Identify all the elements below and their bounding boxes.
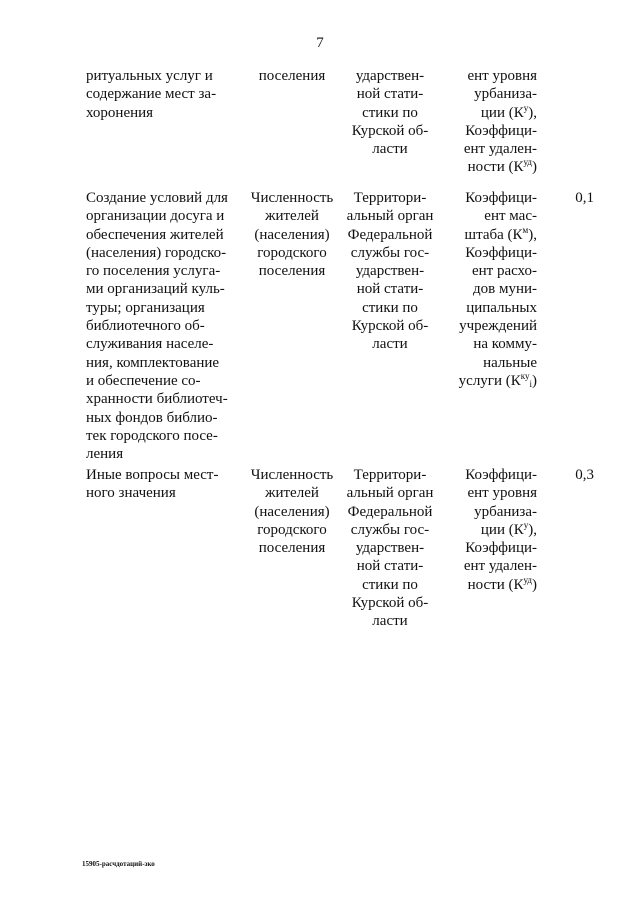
line-text: ), bbox=[528, 521, 537, 538]
cell-line bbox=[440, 372, 537, 390]
line-text: ципальных bbox=[466, 299, 537, 316]
line-text: ), bbox=[528, 226, 537, 243]
cell-line: урбаниза- bbox=[474, 86, 537, 103]
cell-line: Территори- bbox=[353, 190, 427, 206]
cell-line: ударствен- bbox=[355, 540, 425, 557]
cell-line bbox=[440, 539, 537, 557]
cell-line: тек городского посе- bbox=[86, 427, 218, 444]
cell-line: ных фондов библио- bbox=[86, 409, 218, 426]
issue-cell bbox=[86, 67, 236, 122]
cell-line: Территори- bbox=[353, 467, 427, 483]
line-text: ции (К bbox=[480, 104, 524, 121]
cell-line bbox=[440, 299, 537, 317]
issue-cell bbox=[86, 466, 236, 503]
line-text: Коэффици- bbox=[465, 244, 537, 261]
line-text: учреждений bbox=[459, 318, 537, 335]
coefficient-superscript: м bbox=[522, 224, 529, 235]
cell-line: альный орган bbox=[346, 208, 434, 225]
line-text: ) bbox=[532, 576, 537, 593]
cell-line bbox=[440, 557, 537, 575]
cell-line: Курской об- bbox=[351, 318, 429, 335]
cell-line bbox=[440, 317, 537, 335]
cell-line: Численность bbox=[250, 467, 334, 483]
weight-cell: 0,1 bbox=[575, 190, 594, 206]
line-text: дов муни- bbox=[472, 281, 537, 298]
cell-line: ми организаций куль- bbox=[86, 281, 225, 298]
cell-line bbox=[440, 262, 537, 280]
cell-line: стики по bbox=[362, 299, 418, 316]
issue-cell bbox=[86, 189, 236, 463]
line-text: ), bbox=[528, 104, 537, 121]
line-text: ) bbox=[532, 372, 537, 389]
cell-line: ной стати- bbox=[356, 558, 424, 575]
cell-line: ент уровня bbox=[467, 485, 537, 502]
coefficient-cell bbox=[440, 466, 537, 594]
cell-line: (населения) bbox=[254, 226, 330, 243]
line-text: ции (К bbox=[480, 521, 524, 538]
weight-cell: 0,3 bbox=[575, 467, 594, 483]
cell-line: ной стати- bbox=[356, 86, 424, 103]
cell-line bbox=[440, 521, 537, 539]
cell-line: урбаниза- bbox=[474, 503, 537, 520]
cell-line: ент уровня bbox=[467, 68, 537, 84]
line-text: услуги (К bbox=[458, 372, 521, 389]
cell-line: ления bbox=[86, 446, 124, 463]
cell-line bbox=[440, 140, 537, 158]
line-text: нальные bbox=[483, 354, 537, 371]
cell-line: Курской об- bbox=[351, 595, 429, 612]
indicator-cell bbox=[244, 67, 340, 85]
cell-line: Коэффици- bbox=[465, 190, 537, 206]
line-text: ент удален- bbox=[463, 141, 537, 158]
coefficient-superscript: у bbox=[523, 519, 529, 530]
source-cell bbox=[340, 466, 440, 631]
coefficient-subscript: i bbox=[529, 378, 532, 389]
coefficient-cell bbox=[440, 189, 537, 390]
cell-line: служивания населе- bbox=[86, 336, 214, 353]
line-text: Коэффици- bbox=[465, 122, 537, 139]
cell-line bbox=[440, 576, 537, 594]
cell-line: Федеральной bbox=[347, 226, 433, 243]
coefficient-superscript: уд bbox=[523, 157, 532, 168]
cell-line: службы гос- bbox=[350, 244, 430, 261]
cell-line bbox=[440, 244, 537, 262]
cell-line: поселения bbox=[258, 263, 326, 280]
cell-line: ударствен- bbox=[355, 263, 425, 280]
cell-line: хоронения bbox=[86, 104, 154, 121]
cell-line: жителей bbox=[265, 485, 319, 502]
coefficient-superscript: уд bbox=[523, 574, 532, 585]
cell-line: ритуальных услуг и bbox=[86, 68, 213, 84]
line-text: ности (К bbox=[467, 159, 524, 176]
cell-line: ной стати- bbox=[356, 281, 424, 298]
cell-line: Курской об- bbox=[351, 122, 429, 139]
cell-line bbox=[440, 280, 537, 298]
source-cell bbox=[340, 189, 440, 354]
cell-line: стики по bbox=[362, 104, 418, 121]
source-cell bbox=[340, 67, 440, 158]
cell-line: го поселения услуга- bbox=[86, 263, 221, 280]
cell-line: ент мас- bbox=[484, 208, 537, 225]
cell-line: Федеральной bbox=[347, 503, 433, 520]
cell-line: (населения) городско- bbox=[86, 244, 227, 261]
cell-line: Иные вопросы мест- bbox=[86, 467, 219, 483]
coefficient-cell bbox=[440, 67, 537, 177]
line-text: на комму- bbox=[473, 336, 537, 353]
cell-line: поселения bbox=[258, 540, 326, 557]
cell-line: Коэффици- bbox=[465, 467, 537, 483]
cell-line: ласти bbox=[372, 336, 408, 353]
cell-line: альный орган bbox=[346, 485, 434, 502]
indicator-cell bbox=[244, 466, 340, 557]
cell-line bbox=[440, 104, 537, 122]
cell-line: ласти bbox=[372, 141, 408, 158]
cell-line: ласти bbox=[372, 613, 408, 630]
cell-line: туры; организация bbox=[86, 299, 205, 316]
cell-line bbox=[440, 354, 537, 372]
cell-line: библиотечного об- bbox=[86, 318, 205, 335]
line-text: штаба (К bbox=[464, 226, 523, 243]
page-number: 7 bbox=[316, 35, 324, 51]
cell-line: ного значения bbox=[86, 485, 176, 502]
indicator-cell bbox=[244, 189, 340, 280]
cell-line bbox=[440, 158, 537, 176]
cell-line: поселения bbox=[258, 68, 326, 84]
cell-line: ния, комплектование bbox=[86, 354, 220, 371]
line-text: ности (К bbox=[467, 576, 524, 593]
line-text: ент расхо- bbox=[471, 263, 537, 280]
cell-line bbox=[440, 226, 537, 244]
line-text: ) bbox=[532, 159, 537, 176]
line-text: Коэффици- bbox=[465, 540, 537, 557]
cell-line: жителей bbox=[265, 208, 319, 225]
coefficient-superscript: у bbox=[523, 102, 529, 113]
coefficient-superscript: ку bbox=[520, 370, 530, 381]
cell-line bbox=[440, 122, 537, 140]
cell-line: (населения) bbox=[254, 503, 330, 520]
cell-line bbox=[440, 335, 537, 353]
cell-line: стики по bbox=[362, 576, 418, 593]
document-footer: 15905-расчдотаций-зко bbox=[82, 860, 155, 868]
cell-line: Численность bbox=[250, 190, 334, 206]
cell-line: хранности библиотеч- bbox=[86, 391, 228, 408]
line-text: ент удален- bbox=[463, 558, 537, 575]
cell-line: обеспечения жителей bbox=[86, 226, 224, 243]
cell-line: Создание условий для bbox=[86, 190, 228, 206]
cell-line: городского bbox=[257, 521, 327, 538]
cell-line: организации досуга и bbox=[86, 208, 225, 225]
cell-line: и обеспечение со- bbox=[86, 372, 201, 389]
cell-line: городского bbox=[257, 244, 327, 261]
cell-line: ударствен- bbox=[355, 68, 425, 84]
cell-line: содержание мест за- bbox=[86, 86, 217, 103]
cell-line: службы гос- bbox=[350, 521, 430, 538]
